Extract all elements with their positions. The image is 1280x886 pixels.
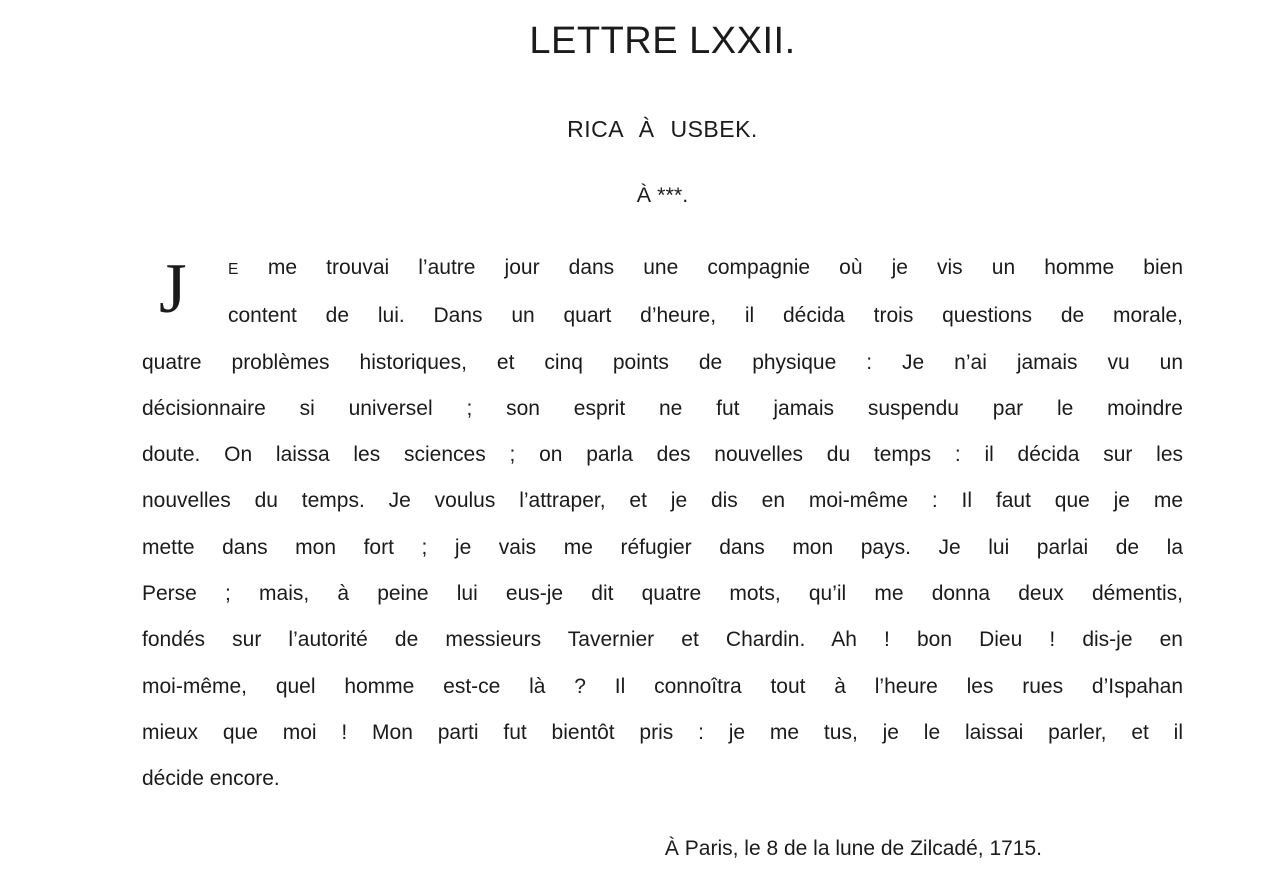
body-line: moi-même, quel homme est-ce là ? Il connoîtra tout à l’heure les rues d’Ispahan xyxy=(142,674,1183,698)
body-line: décide encore. xyxy=(142,767,280,791)
body-line: Perse ; mais, à peine lui eus-je dit quatre mots, qu’il me donna deux démentis, xyxy=(142,582,1183,606)
body-line: content de lui. Dans un quart d’heure, il décida trois questions de morale, xyxy=(228,304,1183,328)
body-line-text: me trouvai l’autre jour dans une compagnie où je vis un homme bien xyxy=(238,256,1183,279)
letter-addressee-heading: À ***. xyxy=(636,183,689,207)
body-line: décisionnaire si universel ; son esprit ne fut jamais suspendu par le moindre xyxy=(142,396,1183,420)
letter-recipients-heading: RICA À USBEK. xyxy=(567,116,758,142)
lead-small-cap: E xyxy=(228,261,239,278)
body-line xyxy=(142,245,1183,293)
body-line: nouvelles du temps. Je voulus l’attraper, et je dis en moi-même : Il faut que je me xyxy=(142,489,1183,513)
dateline: À Paris, le 8 de la lune de Zilcadé, 1715. xyxy=(664,836,1042,860)
body-line: quatre problèmes historiques, et cinq points de physique : Je n’ai jamais vu un xyxy=(142,350,1183,374)
letter-body-paragraph xyxy=(142,245,1183,803)
body-line: mette dans mon fort ; je vais me réfugier dans mon pays. Je lui parlai de la xyxy=(142,535,1183,559)
letter-title: LETTRE LXXII. xyxy=(529,20,796,62)
body-line: fondés sur l’autorité de messieurs Tavernier et Chardin. Ah ! bon Dieu ! dis-je en xyxy=(142,628,1183,652)
body-line: doute. On laissa les sciences ; on parla des nouvelles du temps : il décida sur les xyxy=(142,443,1183,467)
body-line: mieux que moi ! Mon parti fut bientôt pris : je me tus, je le laissai parler, et il xyxy=(142,720,1183,744)
drop-cap-initial: J xyxy=(159,250,187,328)
